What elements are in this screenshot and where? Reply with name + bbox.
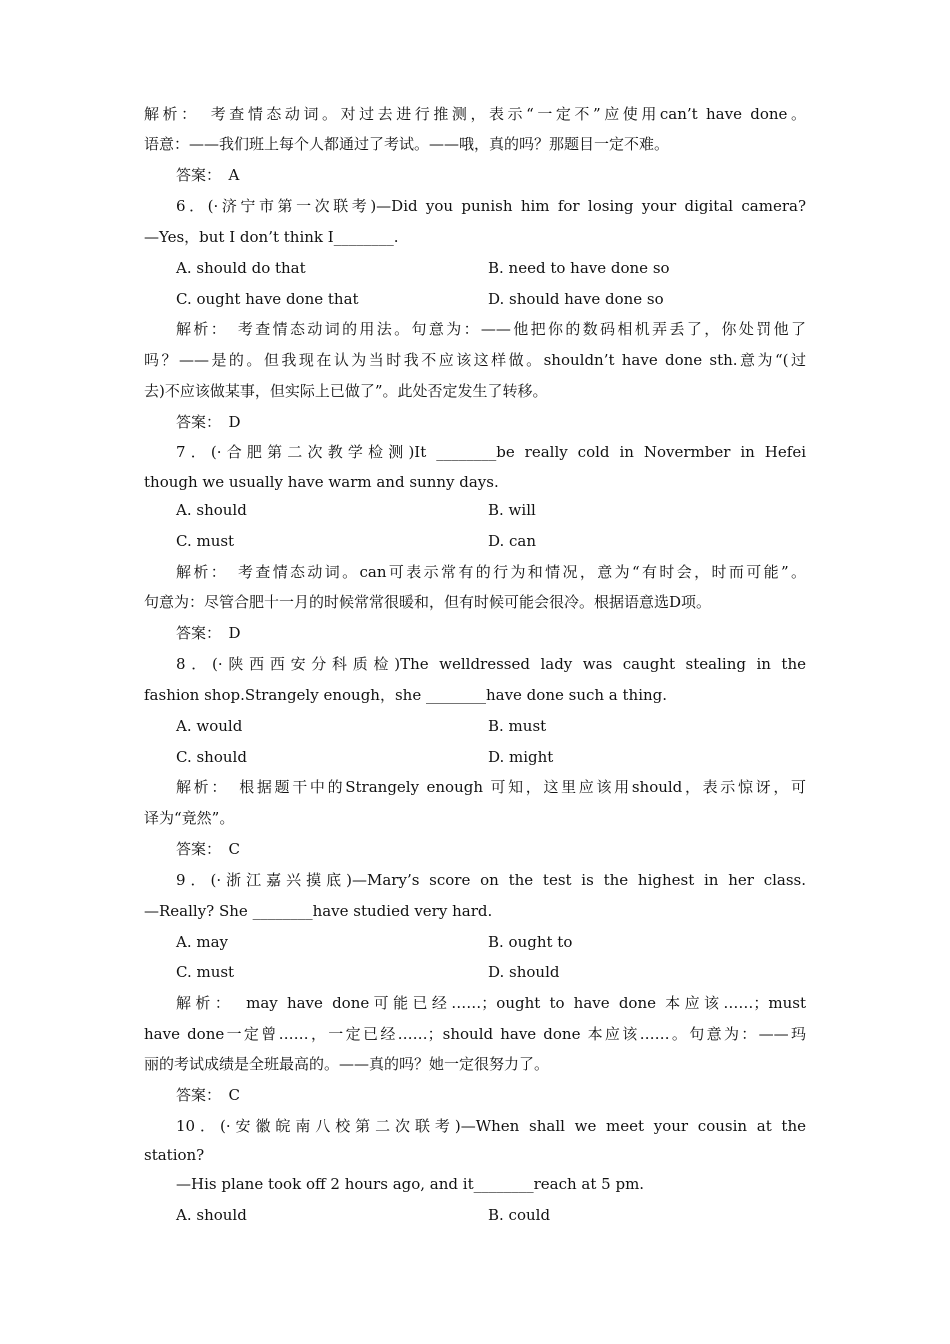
answer-5: 答案： A xyxy=(176,166,240,184)
answer-6: 答案： D xyxy=(176,413,241,431)
question-9-option-c: C. must xyxy=(176,963,235,981)
question-7-stem-2: though we usually have warm and sunny days. xyxy=(144,473,499,491)
analysis-9-line-2: have done一定曾……，一定已经……；should have done 本应该……。句意为：——玛 xyxy=(144,1025,806,1043)
answer-9: 答案： C xyxy=(176,1086,240,1104)
question-7-option-b: B. will xyxy=(488,501,536,519)
question-9-option-a: A. may xyxy=(176,933,229,951)
question-7-stem: 7．(·合肥第二次教学检测)It ________be really cold in Novermber in Hefei xyxy=(176,443,806,461)
question-7-option-d: D. can xyxy=(488,532,537,550)
question-6-stem-2: —Yes，but I don’t think I________. xyxy=(144,228,399,246)
question-9-stem: 9．(·浙江嘉兴摸底)—Mary’s score on the test is the highest in her class. xyxy=(176,871,806,889)
question-6-option-d: D. should have done so xyxy=(488,290,664,308)
question-9-option-d: D. should xyxy=(488,963,560,981)
analysis-5-line-1: 解析： 考查情态动词。对过去进行推测，表示“一定不”应使用can’t have done。 xyxy=(144,105,806,123)
question-10-stem: 10．(·安徽皖南八校第二次联考)—When shall we meet your cousin at the xyxy=(176,1117,806,1135)
question-7-option-a: A. should xyxy=(176,501,247,519)
question-7-option-c: C. must xyxy=(176,532,235,550)
analysis-6-line-3: 去)不应该做某事，但实际上已做了”。此处否定发生了转移。 xyxy=(144,382,548,400)
question-8-option-b: B. must xyxy=(488,717,547,735)
analysis-6-line-1: 解析： 考查情态动词的用法。句意为：——他把你的数码相机弄丢了，你处罚他了 xyxy=(176,320,806,338)
analysis-7-line-1: 解析： 考查情态动词。can可表示常有的行为和情况，意为“有时会，时而可能”。 xyxy=(176,563,806,581)
question-9-option-b: B. ought to xyxy=(488,933,573,951)
question-10-option-a: A. should xyxy=(176,1206,247,1224)
question-6-option-a: A. should do that xyxy=(176,259,306,277)
question-8-stem-2: fashion shop.Strangely enough，she ________have done such a thing. xyxy=(144,686,668,704)
question-10-stem-3: —His plane took off 2 hours ago, and it________reach at 5 pm. xyxy=(176,1175,645,1193)
analysis-9-line-1: 解析： may have done可能已经……；ought to have done 本应该……；must xyxy=(176,994,806,1012)
question-8-option-c: C. should xyxy=(176,748,247,766)
question-9-stem-2: —Really? She ________have studied very hard. xyxy=(144,902,493,920)
question-6-option-b: B. need to have done so xyxy=(488,259,670,277)
analysis-7-line-2: 句意为：尽管合肥十一月的时候常常很暖和，但有时候可能会很冷。根据语意选D项。 xyxy=(144,593,712,611)
question-10-stem-2: station? xyxy=(144,1146,205,1164)
answer-8: 答案： C xyxy=(176,840,240,858)
analysis-8-line-1: 解析： 根据题干中的Strangely enough 可知，这里应该用should，表示惊讶，可 xyxy=(176,778,806,796)
question-8-option-a: A. would xyxy=(176,717,243,735)
answer-7: 答案： D xyxy=(176,624,241,642)
question-10-option-b: B. could xyxy=(488,1206,551,1224)
analysis-5-line-2: 语意：——我们班上每个人都通过了考试。——哦，真的吗？那题目一定不难。 xyxy=(144,135,670,153)
question-8-stem: 8．(·陕西西安分科质检)The welldressed lady was caught stealing in the xyxy=(176,655,806,673)
analysis-9-line-3: 丽的考试成绩是全班最高的。——真的吗？她一定很努力了。 xyxy=(144,1055,550,1073)
analysis-8-line-2: 译为“竟然”。 xyxy=(144,809,235,827)
question-6-stem: 6．(·济宁市第一次联考)—Did you punish him for losing your digital camera? xyxy=(176,197,806,215)
question-8-option-d: D. might xyxy=(488,748,554,766)
analysis-6-line-2: 吗？——是的。但我现在认为当时我不应该这样做。shouldn’t have done sth.意为“(过 xyxy=(144,351,806,369)
question-6-option-c: C. ought have done that xyxy=(176,290,359,308)
